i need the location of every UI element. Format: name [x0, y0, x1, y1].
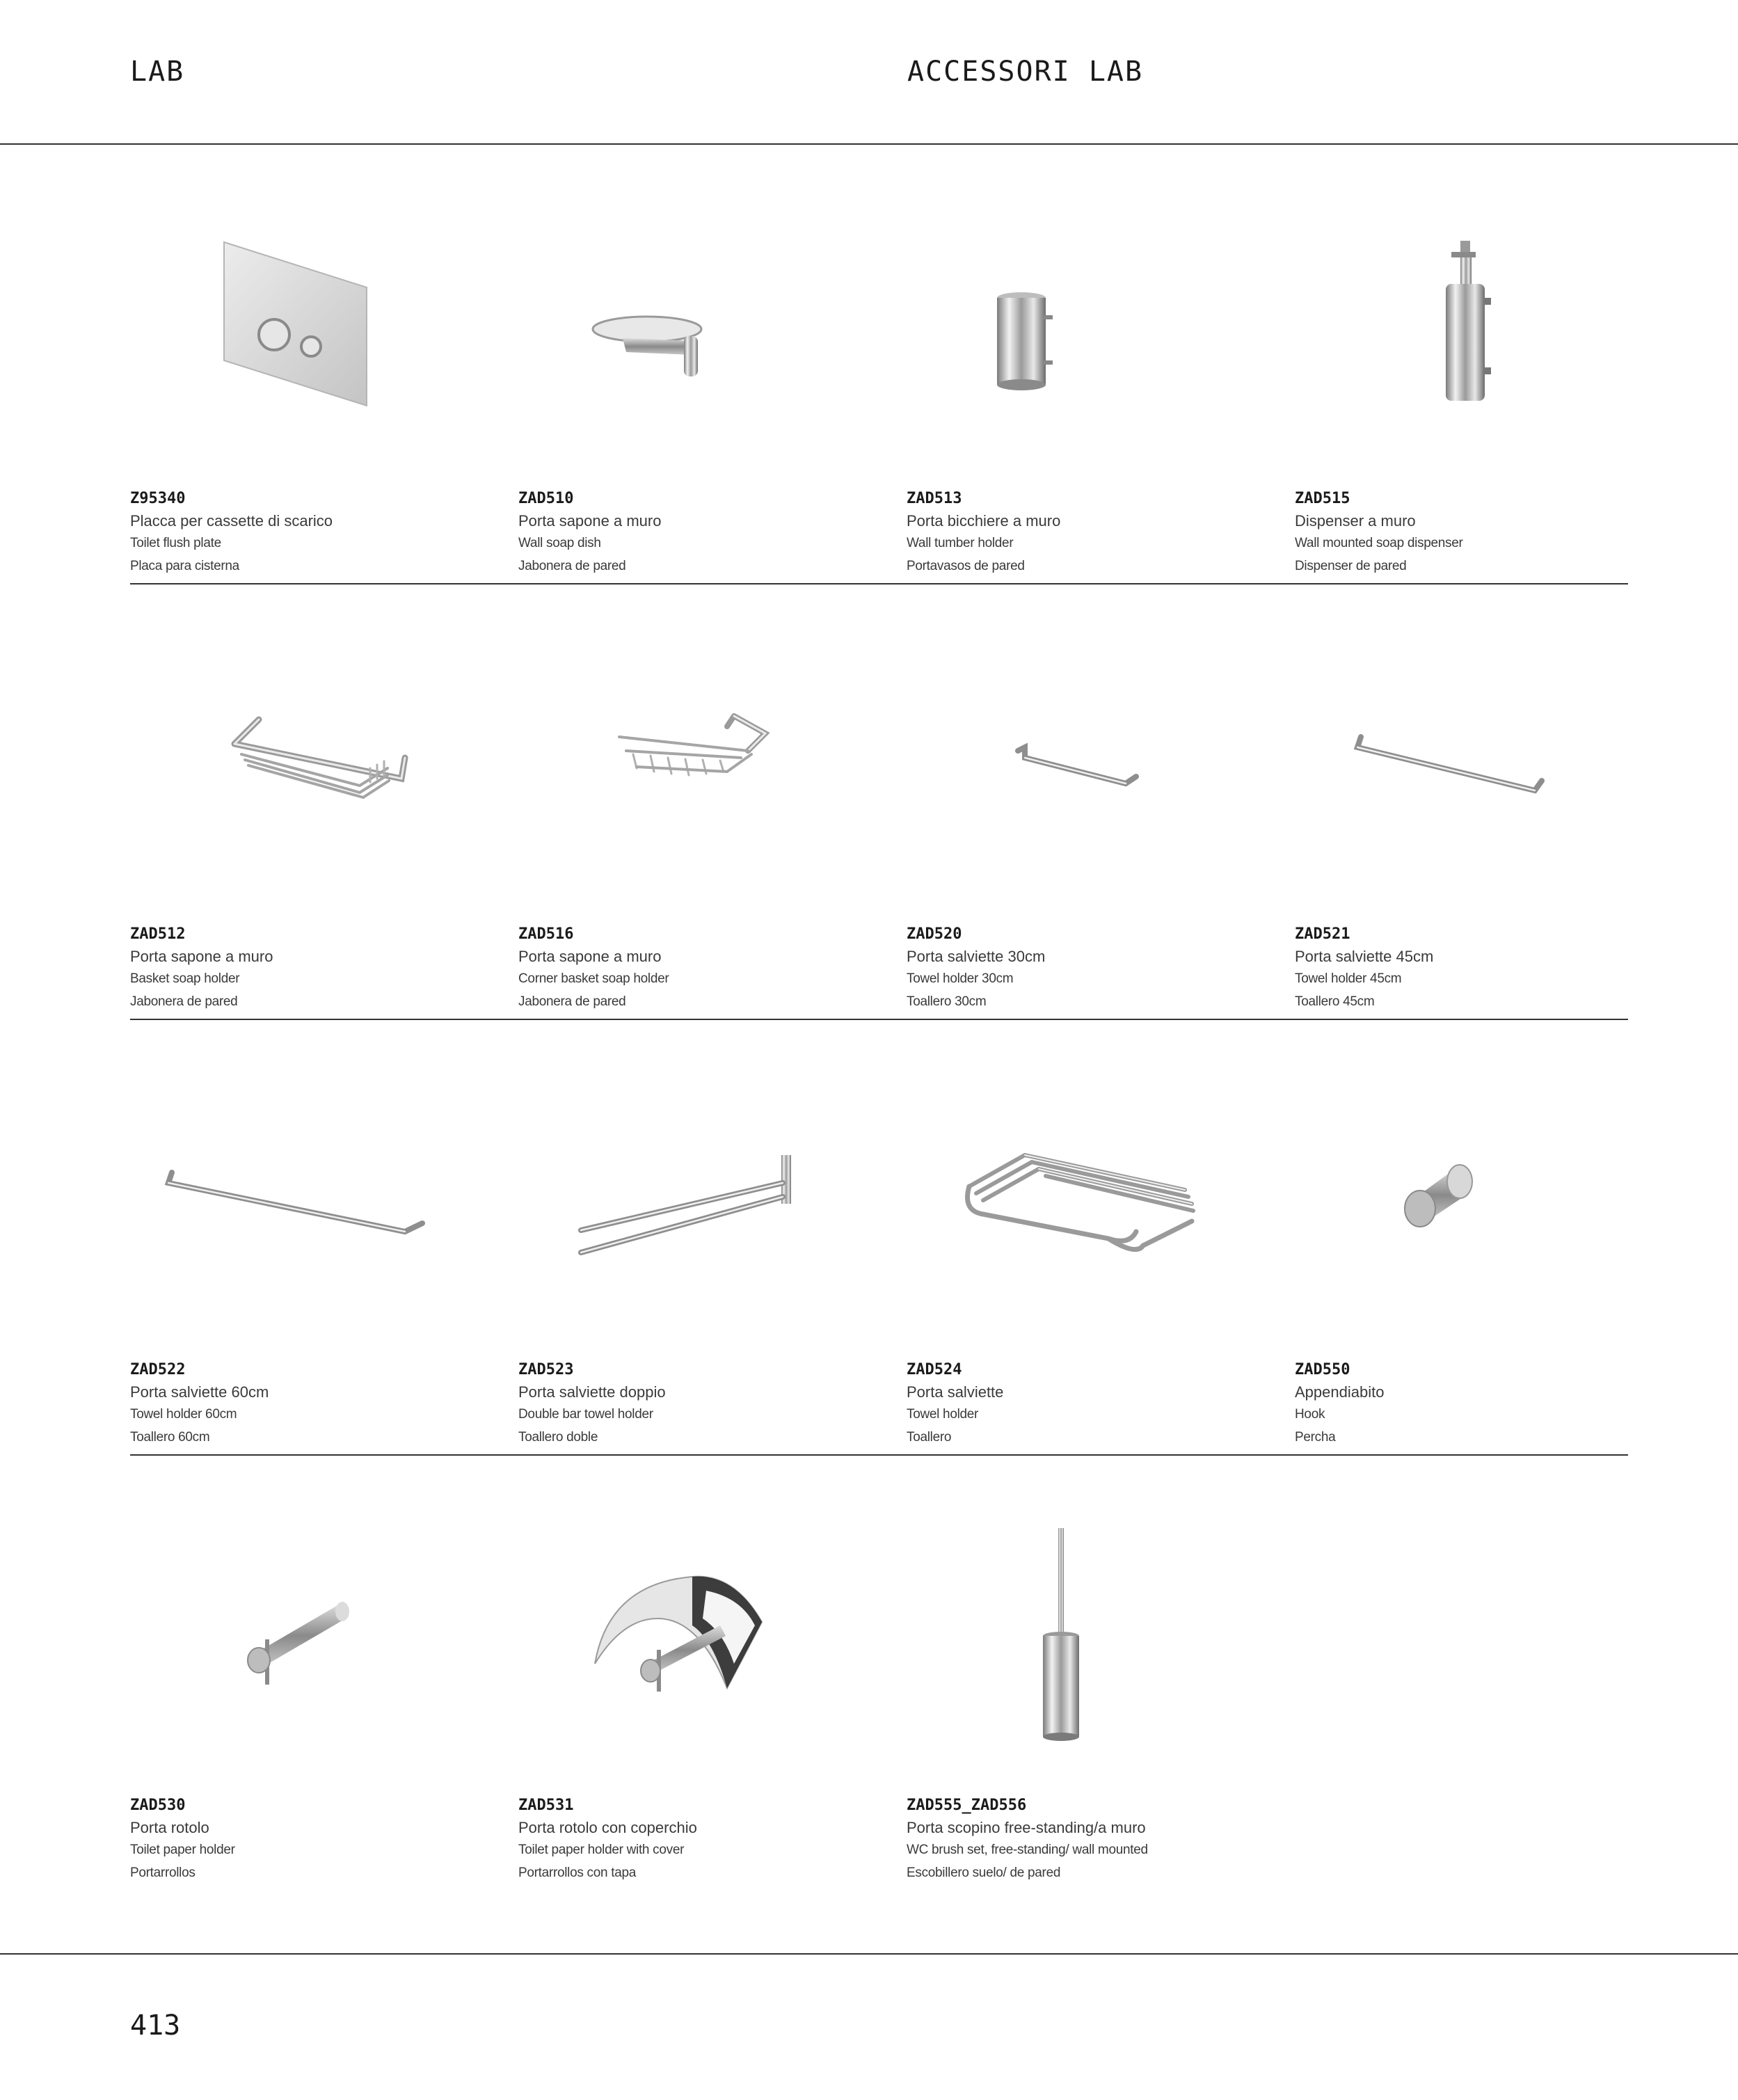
product-name-it: Porta salviette 45cm: [1295, 948, 1434, 965]
header-divider: [0, 143, 1738, 145]
product-name-en: Double bar towel holder: [518, 1407, 653, 1422]
product-name-en: Wall mounted soap dispenser: [1295, 536, 1463, 550]
product-card: [1295, 1065, 1657, 1454]
product-name-es: Toallero: [907, 1430, 952, 1445]
paper-holder-icon: [130, 1500, 492, 1792]
product-code: ZAD524: [907, 1361, 962, 1378]
product-row-1: [130, 193, 1628, 583]
product-name-es: Toallero doble: [518, 1430, 598, 1445]
product-name-en: Hook: [1295, 1407, 1325, 1422]
product-card: [518, 1065, 880, 1454]
product-code: ZAD510: [518, 490, 574, 507]
product-name-it: Porta salviette doppio: [518, 1383, 666, 1401]
product-name-it: Porta salviette 60cm: [130, 1383, 269, 1401]
product-name-en: Towel holder 60cm: [130, 1407, 237, 1422]
product-name-en: Towel holder 30cm: [907, 971, 1014, 986]
product-card: [518, 1500, 880, 1890]
product-name-es: Dispenser de pared: [1295, 559, 1407, 573]
product-name-it: Appendiabito: [1295, 1383, 1385, 1401]
product-card: [518, 193, 880, 583]
page-header-right: ACCESSORI LAB: [907, 56, 1144, 88]
covered-paper-holder-icon: [518, 1500, 880, 1792]
hook-icon: [1295, 1065, 1657, 1357]
product-row-3: [130, 1065, 1628, 1454]
product-name-es: Toallero 30cm: [907, 994, 987, 1009]
basket-soap-holder-icon: [130, 629, 492, 921]
product-name-en: Wall tumber holder: [907, 536, 1014, 550]
footer-divider: [0, 1953, 1738, 1955]
product-name-it: Porta salviette 30cm: [907, 948, 1046, 965]
product-name-en: Towel holder: [907, 1407, 979, 1422]
product-card: [1295, 193, 1657, 583]
product-code: ZAD521: [1295, 925, 1350, 943]
product-name-en: Corner basket soap holder: [518, 971, 669, 986]
product-card: [130, 193, 492, 583]
product-name-en: Toilet flush plate: [130, 536, 221, 550]
towel-bar-60-icon: [130, 1065, 492, 1357]
product-name-en: Wall soap dish: [518, 536, 601, 550]
product-name-it: Porta scopino free-standing/a muro: [907, 1819, 1146, 1836]
product-name-es: Placa para cisterna: [130, 559, 239, 573]
product-code: ZAD530: [130, 1797, 186, 1814]
towel-bar-30-icon: [907, 629, 1268, 921]
product-name-en: Towel holder 45cm: [1295, 971, 1402, 986]
product-card: [1295, 629, 1657, 1019]
towel-bar-45-icon: [1295, 629, 1657, 921]
page-header-left: LAB: [130, 56, 185, 88]
product-card: [907, 193, 1268, 583]
product-name-it: Porta rotolo con coperchio: [518, 1819, 697, 1836]
product-card: [907, 1065, 1268, 1454]
product-name-it: Porta sapone a muro: [130, 948, 273, 965]
product-card: [130, 629, 492, 1019]
product-name-es: Portarrollos: [130, 1866, 196, 1880]
row-divider: [130, 1019, 1628, 1020]
product-code: Z95340: [130, 490, 186, 507]
page-number: 413: [130, 2010, 181, 2042]
product-code: ZAD515: [1295, 490, 1350, 507]
product-name-es: Toallero 45cm: [1295, 994, 1375, 1009]
row-divider: [130, 1454, 1628, 1456]
corner-basket-icon: [518, 629, 880, 921]
product-code: ZAD520: [907, 925, 962, 943]
product-name-it: Porta bicchiere a muro: [907, 512, 1061, 530]
product-code: ZAD550: [1295, 1361, 1350, 1378]
product-name-es: Portarrollos con tapa: [518, 1866, 637, 1880]
product-name-en: Toilet paper holder with cover: [518, 1843, 685, 1857]
product-name-it: Dispenser a muro: [1295, 512, 1416, 530]
product-code: ZAD523: [518, 1361, 574, 1378]
product-name-es: Toallero 60cm: [130, 1430, 210, 1445]
product-name-en: WC brush set, free-standing/ wall mounted: [907, 1843, 1148, 1857]
product-name-es: Jabonera de pared: [130, 994, 238, 1009]
product-card: [907, 629, 1268, 1019]
product-card: [130, 1065, 492, 1454]
row-divider: [130, 583, 1628, 584]
product-name-it: Porta rotolo: [130, 1819, 209, 1836]
product-code: ZAD522: [130, 1361, 186, 1378]
product-name-es: Percha: [1295, 1430, 1336, 1445]
product-name-it: Porta sapone a muro: [518, 948, 662, 965]
product-name-es: Jabonera de pared: [518, 559, 626, 573]
product-name-it: Porta sapone a muro: [518, 512, 662, 530]
product-name-es: Escobillero suelo/ de pared: [907, 1866, 1061, 1880]
product-card: [907, 1500, 1268, 1890]
product-card: [130, 1500, 492, 1890]
product-name-en: Toilet paper holder: [130, 1843, 235, 1857]
product-name-en: Basket soap holder: [130, 971, 240, 986]
product-name-it: Porta salviette: [907, 1383, 1004, 1401]
product-card: [518, 629, 880, 1019]
product-code: ZAD516: [518, 925, 574, 943]
product-code: ZAD513: [907, 490, 962, 507]
product-name-it: Placca per cassette di scarico: [130, 512, 333, 530]
soap-dispenser-icon: [1295, 193, 1657, 486]
towel-shelf-icon: [907, 1065, 1268, 1357]
tumbler-holder-icon: [907, 193, 1268, 486]
soap-dish-icon: [518, 193, 880, 486]
product-row-2: [130, 629, 1628, 1019]
product-name-es: Portavasos de pared: [907, 559, 1025, 573]
product-name-es: Jabonera de pared: [518, 994, 626, 1009]
product-row-4: [130, 1500, 1628, 1890]
product-code: ZAD512: [130, 925, 186, 943]
double-towel-bar-icon: [518, 1065, 880, 1357]
product-code: ZAD531: [518, 1797, 574, 1814]
product-code: ZAD555_ZAD556: [907, 1797, 1027, 1814]
toilet-brush-icon: [907, 1500, 1268, 1792]
flush-plate-icon: [130, 193, 492, 486]
